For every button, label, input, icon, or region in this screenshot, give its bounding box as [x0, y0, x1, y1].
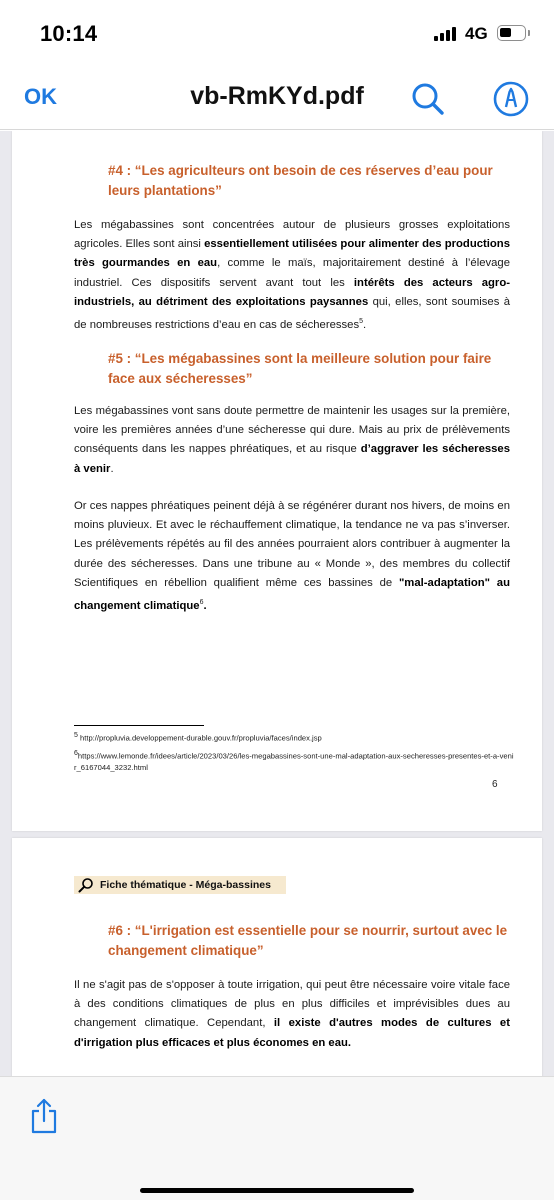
- markup-pen-icon: [492, 80, 530, 118]
- paragraph-5b: Or ces nappes phréatiques peinent déjà à se régénérer durant nos hivers, de moins en moins pluvieux. Et avec le réchauffement climatique, la tendance ne va pas s’inverser. Les prélèvements répétés au fil des années pourraient alors contribuer à augmenter la durée des sécheresses. Dans une tribune au « Monde », des membres du collectif Scientifiques en rébellion qualifient même ces bassines de "mal-adaptation" au changement climatique$^6$.: [74, 500, 510, 612]
- footnote-6-link[interactable]: https://www.lemonde.fr/idees/article/2023/03/26/les-megabassines-sont-une-mal-adaptation-aux-secheresses-presentes-et-a-venir_6167044_3232.html: [74, 751, 514, 772]
- nav-bar: [0, 62, 554, 130]
- footnote-5-link[interactable]: http://propluvia.developpement-durable.gouv.fr/propluvia/faces/index.jsp: [77, 733, 322, 743]
- pdf-page-7: [12, 838, 542, 1076]
- markup-button[interactable]: [492, 80, 530, 118]
- heading-4: #4 : “Les agriculteurs ont besoin de ces réserves d’eau pour leurs plantations”: [108, 163, 493, 198]
- footnote-5: $^5$ http://propluvia.developpement-durable.gouv.fr/propluvia/faces/index.jsp: [74, 732, 322, 743]
- paragraph-6: Il ne s'agit pas de s'opposer à toute irrigation, qui peut être nécessaire voire vitale face à des conditions climatiques de plus en plus difficiles et imprévisibles dues au changement climatique. Cependant, il existe d'autres modes de cultures et d'irrigation plus efficaces et plus économes en eau.: [74, 979, 510, 1049]
- share-icon: [29, 1097, 59, 1135]
- heading-6: #6 : “L'irrigation est essentielle pour se nourrir, surtout avec le changement climatique”: [108, 923, 508, 958]
- document-title: vb-RmKYd.pdf: [190, 82, 364, 110]
- bottom-toolbar: [0, 1076, 554, 1200]
- network-type: 4G: [465, 24, 488, 43]
- paragraph-4: Les mégabassines sont concentrées autour de plusieurs grosses exploitations agricoles. Elles sont ainsi essentiellement utilisées pour alimenter des productions très gourmandes en eau, comme le maïs, majoritairement destiné à l’élevage industriel. Ces dispositifs servent avant tout les intérêts des acteurs agro-industriels, au détriment des exploitations paysannes qui, elles, sont soumises à de nombreuses restrictions d’eau en cas de sécheresses$^5$.: [74, 219, 510, 331]
- paragraph-5a: Les mégabassines vont sans doute permettre de maintenir les usages sur la première, voire les premières années d’une sécheresse qui dure. Mais au prix de prélèvements conséquents dans les nappes phréatiques, et au risque d’aggraver les sécheresses à venir.: [74, 405, 510, 475]
- cellular-signal-icon: [434, 27, 460, 41]
- topic-tag: [74, 876, 286, 894]
- status-bar: [0, 0, 554, 62]
- ok-button[interactable]: OK: [24, 84, 57, 109]
- share-button[interactable]: [29, 1097, 59, 1135]
- pdf-page-6: [12, 131, 542, 831]
- magnifier-icon: [78, 877, 94, 893]
- heading-5: #5 : “Les mégabassines sont la meilleure solution pour faire face aux sécheresses”: [108, 351, 492, 386]
- status-time: 10:14: [40, 21, 98, 46]
- search-icon: [409, 80, 447, 118]
- search-button[interactable]: [409, 80, 447, 118]
- footnote-separator: [74, 725, 204, 726]
- topic-tag-label: Fiche thématique - Méga-bassines: [100, 879, 271, 891]
- footnote-6: $^6$https://www.lemonde.fr/idees/article/2023/03/26/les-megabassines-sont-une-mal-adaptation-aux-secheresses-presentes-et-a-venir_6167044_3232.html: [74, 750, 514, 772]
- page-number: 6: [492, 779, 498, 790]
- pdf-viewer[interactable]: [0, 131, 554, 1076]
- home-indicator[interactable]: [140, 1188, 414, 1193]
- battery-icon: [497, 25, 526, 41]
- battery-cap: [528, 30, 530, 36]
